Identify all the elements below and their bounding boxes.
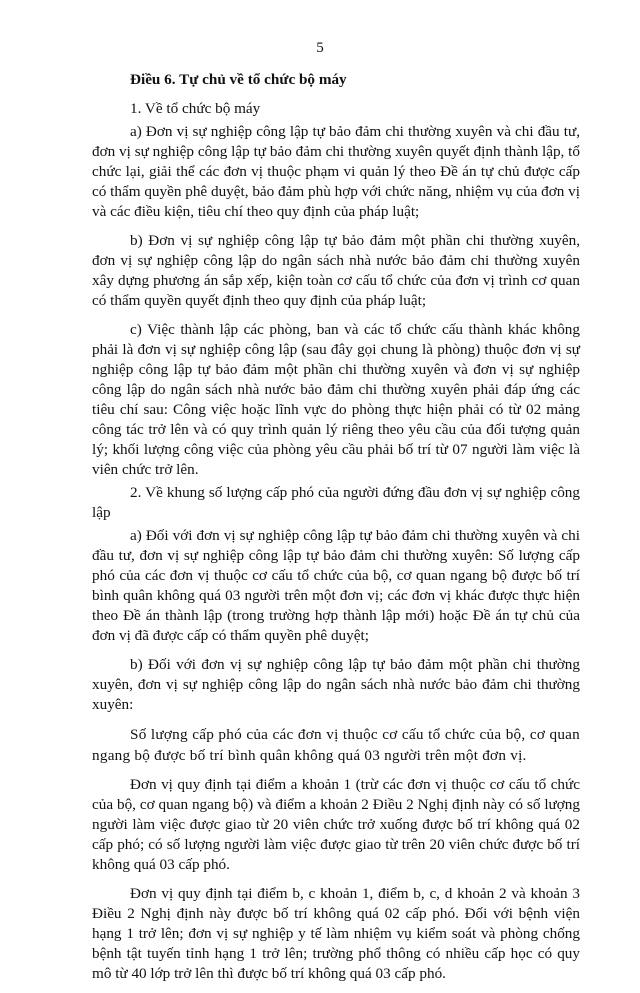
paragraph-2b-unit-rule-b: Đơn vị quy định tại điểm b, c khoản 1, điểm b, c, d khoản 2 và khoản 3 Điều 2 Nghị định này được bố trí không quá 02 cấp phó. Đối với bệnh viện hạng 1 trở lên; đơn vị sự nghiệp y tế làm nhiệm vụ kiểm soát và phòng chống bệnh tật tuyến tỉnh hạng 1 trở lên; trường phổ thông có nhiều cấp học có quy mô từ 40 lớp trở lên thì được bố trí không quá 03 cấp phó.: [92, 885, 580, 982]
section-heading-2: 2. Về khung số lượng cấp phó của người đứng đầu đơn vị sự nghiệp công lập: [92, 484, 580, 521]
article-title: Điều 6. Tự chủ về tổ chức bộ máy: [130, 71, 347, 88]
paragraph-2a: a) Đối với đơn vị sự nghiệp công lập tự bảo đảm chi thường xuyên và chi đầu tư, đơn vị sự nghiệp công lập tự bảo đảm chi thường xuyên: Số lượng cấp phó của các đơn vị thuộc cơ cấu tổ chức của bộ, cơ quan ngang bộ được bố trí bình quân không quá 03 người trên một đơn vị; các đơn vị khác được thực hiện theo Đề án thành lập (trong trường hợp thành lập mới) hoặc Đề án tự chủ của đơn vị đã được cấp có thẩm quyền phê duyệt;: [92, 527, 580, 644]
paragraph-1b: b) Đơn vị sự nghiệp công lập tự bảo đảm một phần chi thường xuyên, đơn vị sự nghiệp công lập do ngân sách nhà nước bảo đảm chi thường xuyên xây dựng phương án sắp xếp, kiện toàn cơ cấu tổ chức của đơn vị trình cơ quan có thẩm quyền quyết định theo quy định của pháp luật;: [92, 232, 580, 309]
paragraph-2b-unit-rule-a: Đơn vị quy định tại điểm a khoản 1 (trừ các đơn vị thuộc cơ cấu tổ chức của bộ, cơ quan ngang bộ) và điểm a khoản 2 Điều 2 Nghị định này có số lượng người làm việc được giao từ 20 viên chức trở xuống được bố trí không quá 02 cấp phó; có số lượng người làm việc được giao từ trên 20 viên chức được bố trí không quá 03 cấp phó.: [92, 776, 580, 873]
paragraph-2b-deputy-count: Số lượng cấp phó của các đơn vị thuộc cơ cấu tổ chức của bộ, cơ quan ngang bộ được bố trí bình quân không quá 03 người trên một đơn vị.: [92, 726, 580, 764]
page-number: 5: [316, 40, 324, 56]
paragraph-2b: b) Đối với đơn vị sự nghiệp công lập tự bảo đảm một phần chi thường xuyên, đơn vị sự nghiệp công lập do ngân sách nhà nước bảo đảm chi thường xuyên:: [92, 656, 580, 713]
section-heading-1: 1. Về tổ chức bộ máy: [130, 100, 261, 117]
paragraph-1a: a) Đơn vị sự nghiệp công lập tự bảo đảm chi thường xuyên và chi đầu tư, đơn vị sự nghiệp công lập tự bảo đảm chi thường xuyên quyết định thành lập, tổ chức lại, giải thể các đơn vị thuộc phạm vi quản lý theo Đề án tự chủ được cấp có thẩm quyền phê duyệt, bảo đảm phù hợp với chức năng, nhiệm vụ của đơn vị và các điều kiện, tiêu chí theo quy định của pháp luật;: [92, 123, 580, 220]
document-body: [92, 70, 580, 993]
paragraph-1c: c) Việc thành lập các phòng, ban và các tổ chức cấu thành khác không phải là đơn vị sự nghiệp công lập (sau đây gọi chung là phòng) thuộc đơn vị sự nghiệp công lập tự bảo đảm một phần chi thường xuyên và đơn vị sự nghiệp công lập do ngân sách nhà nước bảo đảm chi thường xuyên phải đáp ứng các tiêu chí sau: Công việc hoặc lĩnh vực do phòng thực hiện phải có từ 02 mảng công tác trở lên và có quy trình quản lý riêng theo yêu cầu của đối tượng quản lý; khối lượng công việc của phòng yêu cầu phải bố trí từ 07 người làm việc là viên chức trở lên.: [92, 321, 580, 478]
